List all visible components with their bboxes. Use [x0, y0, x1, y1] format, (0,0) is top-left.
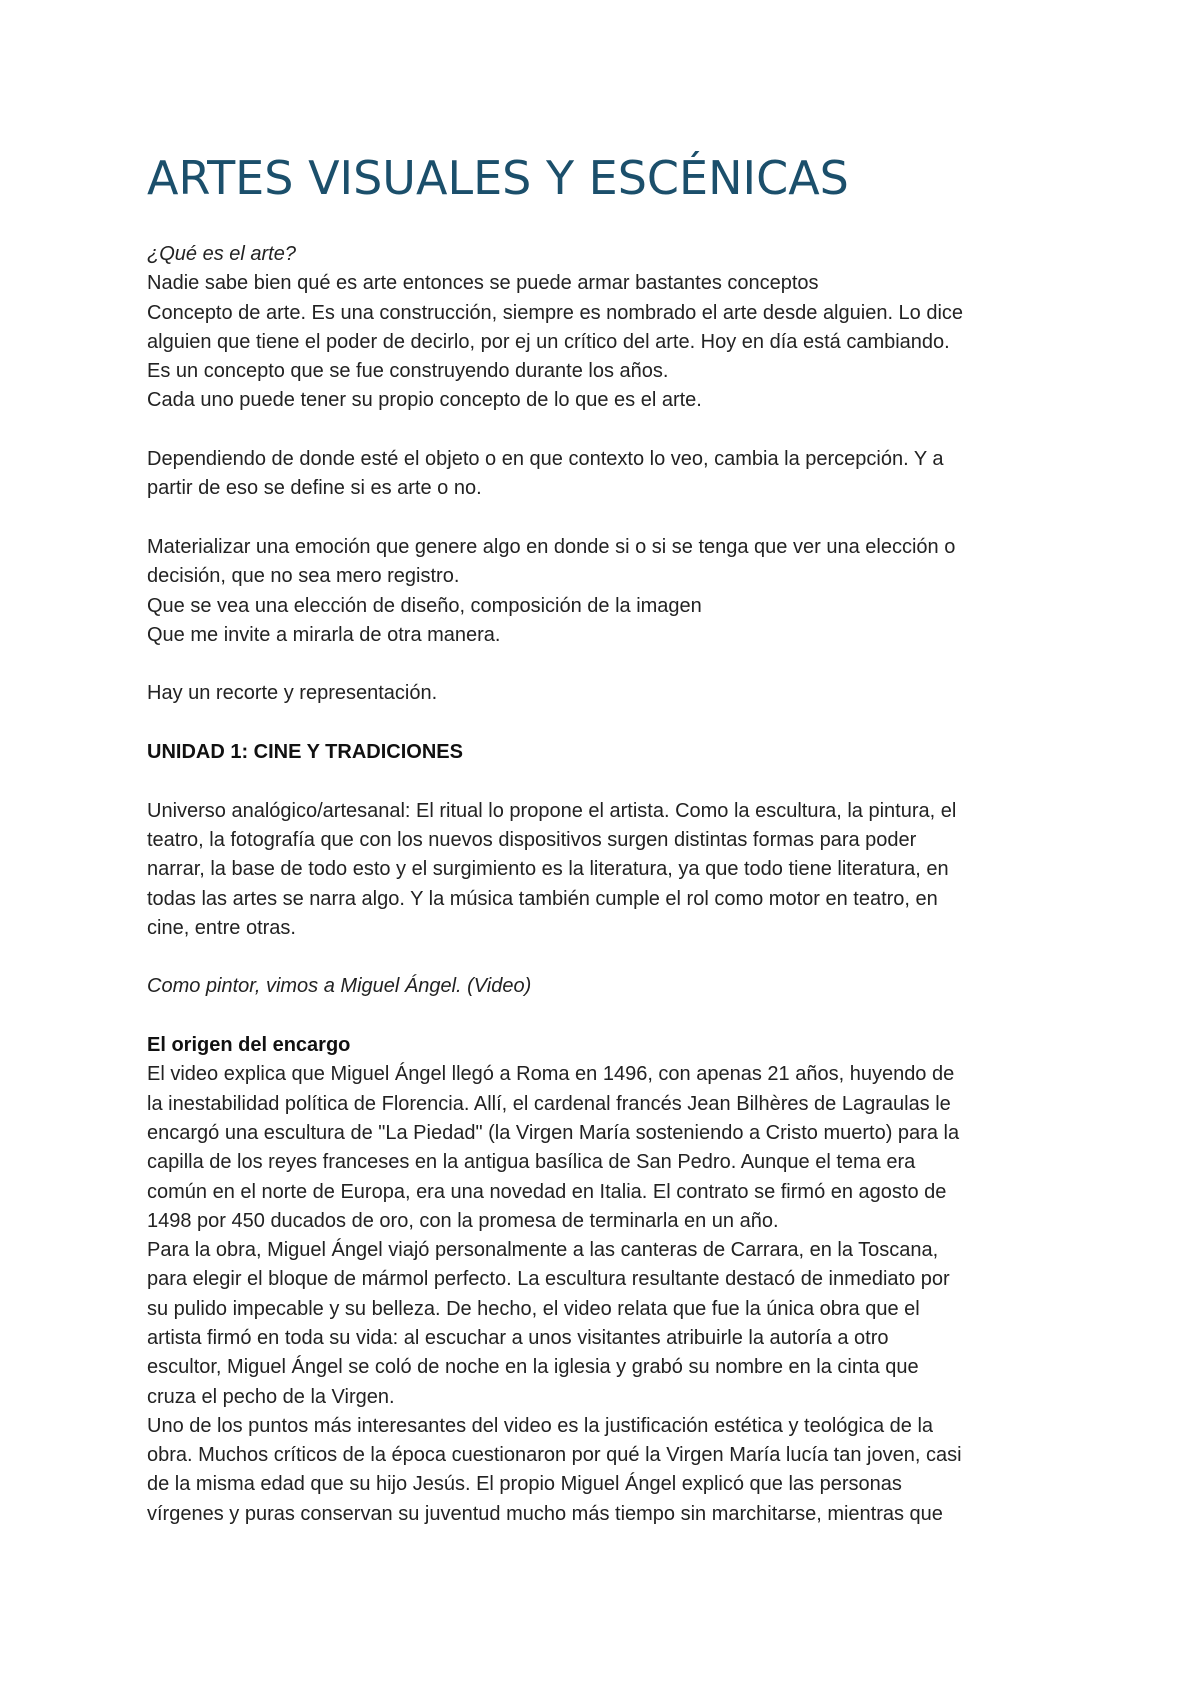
paragraph-line: Uno de los puntos más interesantes del video es la justificación estética y teológica de la — [147, 1414, 934, 1437]
paragraph-line: decisión, que no sea mero registro. — [147, 565, 460, 588]
paragraph-line: su pulido impecable y su belleza. De hecho, el video relata que fue la única obra que el — [147, 1297, 920, 1320]
paragraph-line: obra. Muchos críticos de la época cuestionaron por qué la Virgen María lucía tan joven, casi — [147, 1444, 962, 1467]
paragraph-line: narrar, la base de todo esto y el surgimiento es la literatura, ya que todo tiene literatura, en — [147, 858, 949, 881]
blank-line — [147, 504, 1077, 533]
paragraph-line: la inestabilidad política de Florencia. Allí, el cardenal francés Jean Bilhères de Lagraulas le — [147, 1092, 951, 1115]
document-body — [147, 240, 1077, 1529]
paragraph-line: vírgenes y puras conservan su juventud mucho más tiempo sin marchitarse, mientras que — [147, 1502, 943, 1525]
question-line: ¿Qué es el arte? — [147, 243, 296, 265]
paragraph-line: escultor, Miguel Ángel se coló de noche en la iglesia y grabó su nombre en la cinta que — [147, 1356, 919, 1379]
paragraph-line: 1498 por 450 ducados de oro, con la promesa de terminarla en un año. — [147, 1209, 779, 1232]
section-heading: El origen del encargo — [147, 1034, 351, 1057]
paragraph-line: El video explica que Miguel Ángel llegó a Roma en 1496, con apenas 21 años, huyendo de — [147, 1063, 955, 1086]
paragraph-line: Que se vea una elección de diseño, composición de la imagen — [147, 594, 702, 617]
paragraph-line: todas las artes se narra algo. Y la música también cumple el rol como motor en teatro, en — [147, 887, 938, 910]
paragraph-line: Universo analógico/artesanal: El ritual lo propone el artista. Como la escultura, la pintura, el — [147, 799, 957, 822]
paragraph-line: teatro, la fotografía que con los nuevos dispositivos surgen distintas formas para poder — [147, 828, 917, 851]
paragraph-line: Concepto de arte. Es una construcción, siempre es nombrado el arte desde alguien. Lo dice — [147, 301, 964, 324]
paragraph-line: Cada uno puede tener su propio concepto de lo que es el arte. — [147, 389, 702, 412]
blank-line — [147, 767, 1077, 796]
paragraph-line: de la misma edad que su hijo Jesús. El propio Miguel Ángel explicó que las personas — [147, 1473, 902, 1496]
blank-line — [147, 416, 1077, 445]
paragraph-line: partir de eso se define si es arte o no. — [147, 477, 482, 500]
paragraph-line: Dependiendo de donde esté el objeto o en que contexto lo veo, cambia la percepción. Y a — [147, 448, 944, 471]
paragraph-line: Para la obra, Miguel Ángel viajó personalmente a las canteras de Carrara, en la Toscana, — [147, 1239, 939, 1262]
paragraph-line: Hay un recorte y representación. — [147, 682, 438, 705]
paragraph-line: Nadie sabe bien qué es arte entonces se puede armar bastantes conceptos — [147, 272, 819, 295]
paragraph-line: cine, entre otras. — [147, 916, 296, 939]
paragraph-line: alguien que tiene el poder de decirlo, por ej un crítico del arte. Hoy en día está cambiando. — [147, 330, 950, 353]
paragraph-line: Que me invite a mirarla de otra manera. — [147, 623, 501, 646]
italic-note: Como pintor, vimos a Miguel Ángel. (Video) — [147, 975, 532, 998]
blank-line — [147, 650, 1077, 679]
blank-line — [147, 1002, 1077, 1031]
paragraph-line: cruza el pecho de la Virgen. — [147, 1385, 395, 1408]
paragraph-line: Es un concepto que se fue construyendo durante los años. — [147, 360, 669, 383]
blank-line — [147, 709, 1077, 738]
blank-line — [147, 943, 1077, 972]
unit-heading: UNIDAD 1: CINE Y TRADICIONES — [147, 741, 463, 764]
paragraph-line: Materializar una emoción que genere algo en donde si o si se tenga que ver una elección o — [147, 535, 956, 558]
paragraph-line: para elegir el bloque de mármol perfecto. La escultura resultante destacó de inmediato por — [147, 1268, 950, 1291]
document-title: ARTES VISUALES Y ESCÉNICAS — [147, 151, 849, 205]
paragraph-line: capilla de los reyes franceses en la antigua basílica de San Pedro. Aunque el tema era — [147, 1151, 916, 1174]
paragraph-line: común en el norte de Europa, era una novedad en Italia. El contrato se firmó en agosto de — [147, 1180, 947, 1203]
paragraph-line: encargó una escultura de "La Piedad" (la Virgen María sosteniendo a Cristo muerto) para la — [147, 1121, 960, 1144]
paragraph-line: artista firmó en toda su vida: al escuchar a unos visitantes atribuirle la autoría a otro — [147, 1326, 889, 1349]
